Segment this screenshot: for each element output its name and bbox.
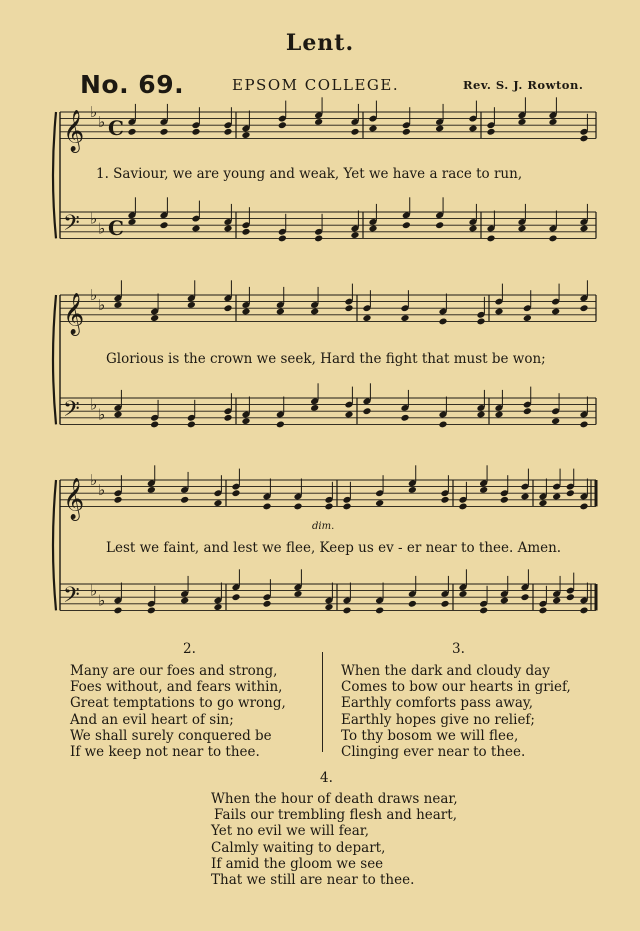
note-head: [350, 128, 359, 136]
flat-icon: ♭: [90, 581, 98, 600]
note-head: [314, 118, 323, 126]
note-head: [517, 118, 526, 126]
note-head: [191, 128, 200, 136]
note-head: [579, 606, 588, 614]
season-heading: Lent.: [285, 30, 355, 56]
note-head: [223, 304, 232, 312]
note-head: [408, 486, 417, 494]
note-head: [579, 134, 588, 142]
note-head: [375, 499, 384, 507]
verse-line: To thy bosom we will flee,: [341, 727, 519, 744]
note-head: [566, 593, 575, 601]
note-head: [538, 499, 547, 507]
verse-line: If amid the gloom we see: [211, 855, 384, 872]
note-head: [113, 411, 122, 419]
flat-icon: ♭: [98, 591, 106, 610]
note-head: [402, 221, 411, 229]
note-head: [293, 590, 302, 598]
verse-2: [70, 663, 286, 760]
note-head: [127, 128, 136, 136]
note-head: [408, 600, 417, 608]
note-head: [223, 128, 232, 136]
note-head: [159, 221, 168, 229]
note-head: [113, 496, 122, 504]
verse-divider: [322, 652, 323, 752]
note-head: [187, 420, 196, 428]
note-head: [362, 407, 371, 415]
note-head: [150, 314, 159, 322]
treble-clef-icon: 𝄞: [63, 110, 85, 152]
note-head: [435, 125, 444, 133]
note-head: [486, 234, 495, 242]
bass-clef-icon: 𝄢: [63, 210, 80, 241]
verse-line: That we still are near to thee.: [211, 872, 415, 889]
verse-line: Earthly hopes give no relief;: [341, 711, 535, 728]
note-head: [368, 225, 377, 233]
note-head: [187, 301, 196, 309]
common-time-icon: C: [108, 215, 124, 240]
note-head: [350, 231, 359, 239]
note-head: [500, 496, 509, 504]
flat-icon: ♭: [90, 103, 98, 121]
dynamic-marking: dim.: [312, 521, 335, 532]
note-head: [276, 420, 285, 428]
verse-3: [341, 663, 571, 760]
system-brace: [53, 112, 56, 238]
flat-icon: ♭: [90, 395, 98, 414]
flat-icon: ♭: [98, 219, 106, 238]
verse-line: And an evil heart of sin;: [70, 711, 234, 728]
note-head: [520, 493, 529, 501]
lyric-line-2: Glorious is the crown we seek, Hard the fight that must be won;: [106, 351, 546, 367]
note-head: [310, 308, 319, 316]
note-head: [479, 486, 488, 494]
verse-line: When the dark and cloudy day: [341, 663, 550, 679]
verse-line: We shall surely conquered be: [70, 727, 272, 744]
note-head: [476, 411, 485, 419]
flat-icon: ♭: [90, 471, 98, 489]
note-head: [231, 489, 240, 497]
note-head: [241, 228, 250, 236]
note-head: [435, 221, 444, 229]
note-head: [223, 414, 232, 422]
note-head: [402, 128, 411, 136]
note-head: [458, 502, 467, 510]
note-head: [375, 606, 384, 614]
note-head: [342, 502, 351, 510]
note-head: [113, 606, 122, 614]
note-head: [344, 304, 353, 312]
note-head: [113, 301, 122, 309]
note-head: [342, 606, 351, 614]
bass-clef-icon: 𝄢: [63, 582, 80, 613]
note-head: [310, 404, 319, 412]
note-head: [468, 125, 477, 133]
note-head: [579, 420, 588, 428]
verse-line: When the hour of death draws near,: [211, 791, 458, 807]
note-head: [314, 234, 323, 242]
note-head: [579, 502, 588, 510]
note-head: [400, 414, 409, 422]
note-head: [293, 502, 302, 510]
note-head: [241, 417, 250, 425]
note-head: [548, 118, 557, 126]
lyric-line-1: 1. Saviour, we are young and weak, Yet we have a race to run,: [96, 166, 523, 182]
note-head: [324, 603, 333, 611]
note-head: [476, 317, 485, 325]
note-head: [579, 304, 588, 312]
flat-icon: ♭: [98, 112, 106, 131]
note-head: [147, 606, 156, 614]
verse-line: Clinging ever near to thee.: [341, 744, 526, 761]
note-head: [551, 417, 560, 425]
note-head: [344, 411, 353, 419]
verse-2-number: 2.: [183, 641, 196, 657]
lyric-line-3: Lest we faint, and lest we flee, Keep us ev - er near to thee. Amen.: [106, 540, 562, 556]
note-head: [278, 121, 287, 129]
note-head: [213, 499, 222, 507]
system-brace: [53, 480, 56, 610]
verse-line: Comes to bow our hearts in grief,: [341, 679, 571, 696]
note-head: [520, 593, 529, 601]
system-brace: [53, 295, 56, 424]
note-head: [127, 218, 136, 226]
verse-4-number: 4.: [320, 770, 333, 786]
flat-icon: ♭: [98, 295, 106, 314]
verse-line: Foes without, and fears within,: [70, 679, 283, 696]
hymn-number: No. 69.: [80, 70, 185, 99]
note-head: [362, 314, 371, 322]
note-head: [517, 225, 526, 233]
note-head: [438, 420, 447, 428]
flat-icon: ♭: [98, 405, 106, 424]
note-head: [479, 606, 488, 614]
note-head: [551, 308, 560, 316]
note-head: [440, 496, 449, 504]
verse-line: Calmly waiting to depart,: [211, 839, 386, 856]
note-head: [494, 411, 503, 419]
treble-clef-icon: 𝄞: [63, 478, 85, 520]
note-head: [231, 593, 240, 601]
verse-3-number: 3.: [452, 641, 465, 657]
treble-clef-icon: 𝄞: [63, 293, 85, 335]
note-head: [552, 493, 561, 501]
note-head: [278, 234, 287, 242]
verse-4: [211, 791, 458, 888]
note-head: [579, 225, 588, 233]
note-head: [276, 308, 285, 316]
note-head: [262, 600, 271, 608]
note-head: [150, 420, 159, 428]
note-head: [223, 225, 232, 233]
note-head: [438, 317, 447, 325]
note-head: [523, 407, 532, 415]
verse-line: Yet no evil we will fear,: [211, 823, 370, 840]
flat-icon: ♭: [90, 286, 98, 304]
note-head: [400, 314, 409, 322]
note-head: [159, 128, 168, 136]
note-head: [566, 489, 575, 497]
note-head: [552, 597, 561, 605]
author-credit: Rev. S. J. Rowton.: [463, 78, 584, 92]
note-head: [262, 502, 271, 510]
note-head: [494, 308, 503, 316]
note-head: [468, 225, 477, 233]
verse-line: Many are our foes and strong,: [70, 663, 278, 679]
note-head: [241, 131, 250, 139]
note-head: [241, 308, 250, 316]
note-head: [180, 597, 189, 605]
note-head: [324, 502, 333, 510]
note-head: [548, 234, 557, 242]
note-head: [458, 590, 467, 598]
verse-line: Great temptations to go wrong,: [70, 695, 286, 712]
flat-icon: ♭: [98, 480, 106, 499]
note-head: [147, 486, 156, 494]
verse-line: Fails our trembling flesh and heart,: [214, 807, 457, 824]
note-head: [213, 603, 222, 611]
verse-line: If we keep not near to thee.: [70, 744, 260, 761]
tune-name: EPSOM COLLEGE.: [232, 76, 400, 94]
flat-icon: ♭: [90, 209, 98, 228]
note-head: [191, 225, 200, 233]
note-head: [440, 600, 449, 608]
note-head: [538, 606, 547, 614]
verse-line: Earthly comforts pass away,: [341, 695, 534, 712]
note-head: [486, 128, 495, 136]
note-head: [523, 314, 532, 322]
note-head: [368, 125, 377, 133]
common-time-icon: C: [108, 115, 124, 140]
note-head: [500, 597, 509, 605]
note-head: [180, 496, 189, 504]
bass-clef-icon: 𝄢: [63, 396, 80, 427]
